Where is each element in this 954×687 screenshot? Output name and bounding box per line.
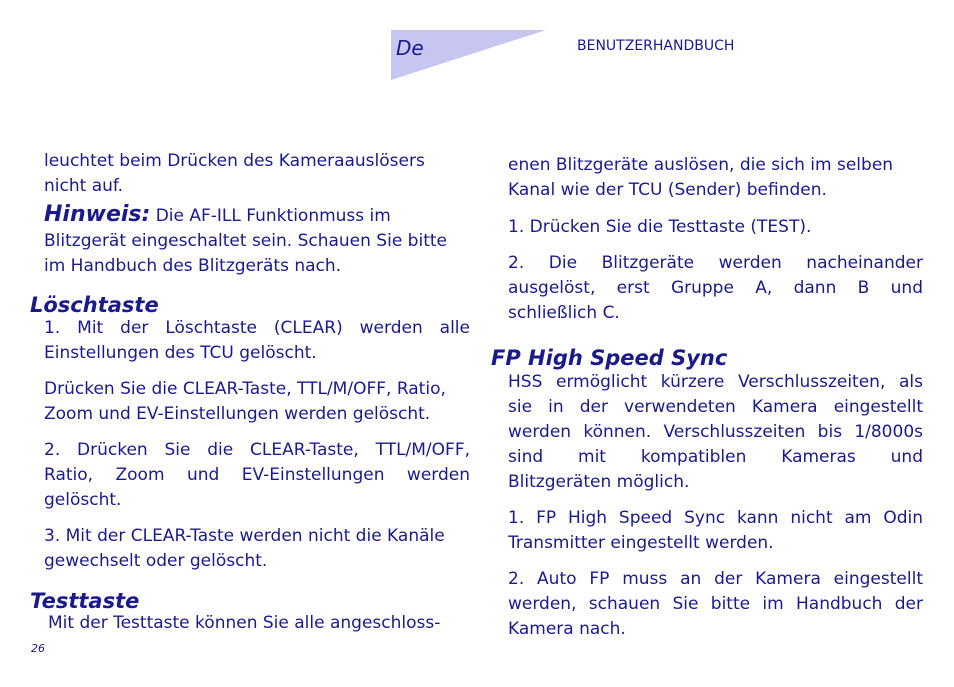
cont-line: enen Blitzgeräte auslösen, die sich im selben [508, 155, 894, 175]
test-heading: Testtaste [30, 589, 140, 613]
fp-heading: FP High Speed Sync [491, 346, 728, 370]
cont-line: Kanal wie der TCU (Sender) befinden. [508, 180, 827, 200]
clear-p3-line: 2. Drücken Sie die CLEAR-Taste, TTL/M/OFF, [44, 440, 470, 460]
right-column [491, 153, 923, 642]
clear-p1-line: Einstellungen des TCU gelöscht. [44, 343, 317, 363]
left-column [30, 150, 470, 636]
step1-line: 1. Drücken Sie die Testtaste (TEST). [508, 217, 812, 237]
note-line: Blitzgerät eingeschaltet sein. Schauen Sie bitte [44, 231, 447, 251]
intro-line: nicht auf. [44, 176, 124, 196]
test-p1-line: Mit der Testtaste können Sie alle angeschloss- [48, 613, 441, 633]
step2-line: 2. Die Blitzgeräte werden nacheinander [508, 253, 923, 273]
fp-p1-line: sind mit kompatiblen Kameras und [508, 447, 923, 467]
clear-p4-line: 3. Mit der CLEAR-Taste werden nicht die Kanäle [44, 526, 445, 546]
header-title: BENUTZERHANDBUCH [577, 38, 735, 54]
page-number: 26 [31, 642, 45, 655]
note-line: Die AF-ILL Funktionmuss im [155, 206, 391, 226]
fp-p1-line: Blitzgeräten möglich. [508, 472, 690, 492]
note-label: Hinweis: [44, 202, 151, 227]
clear-p2-line: Zoom und EV-Einstellungen werden gelöscht. [44, 404, 431, 424]
fp-p3-line: 2. Auto FP muss an der Kamera eingestellt [508, 569, 923, 589]
fp-p2-line: Transmitter eingestellt werden. [508, 533, 774, 553]
fp-p2-line: 1. FP High Speed Sync kann nicht am Odin [508, 508, 923, 528]
fp-p1-line: werden können. Verschlusszeiten bis 1/8000s [508, 422, 923, 442]
step2-line: schließlich C. [508, 303, 620, 323]
clear-p4-line: gewechselt oder gelöscht. [44, 551, 268, 571]
fp-p1-line: sie in der verwendeten Kamera eingestellt [508, 397, 923, 417]
language-label: De [396, 36, 424, 60]
fp-p3-line: werden, schauen Sie bitte im Handbuch der [508, 594, 923, 614]
intro-line: leuchtet beim Drücken des Kameraauslösers [44, 151, 425, 171]
fp-p1-line: HSS ermöglicht kürzere Verschlusszeiten, als [508, 372, 923, 392]
clear-p3-line: Ratio, Zoom und EV-Einstellungen werden [44, 465, 470, 485]
clear-p1-line: 1. Mit der Löschtaste (CLEAR) werden alle [44, 318, 470, 338]
step2-line: ausgelöst, erst Gruppe A, dann B und [508, 278, 923, 298]
clear-p3-line: gelöscht. [44, 490, 122, 510]
fp-p3-line: Kamera nach. [508, 619, 626, 639]
clear-p2-line: Drücken Sie die CLEAR-Taste, TTL/M/OFF, Ratio, [44, 379, 446, 399]
clear-heading: Löschtaste [30, 293, 159, 317]
note-line: im Handbuch des Blitzgeräts nach. [44, 256, 342, 276]
